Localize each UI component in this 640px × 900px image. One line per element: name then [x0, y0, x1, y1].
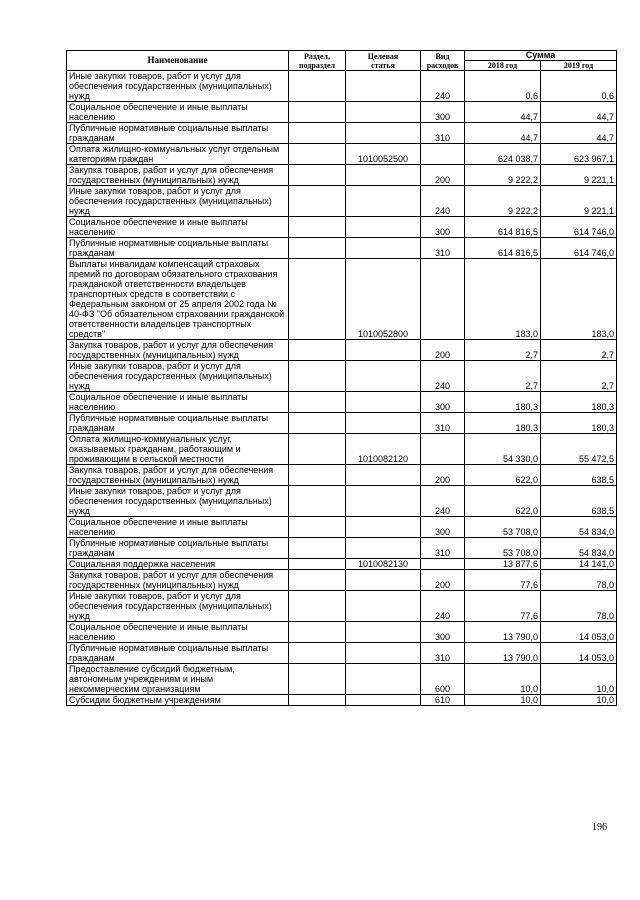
cell-sum-2019: 614 746,0 — [541, 238, 617, 259]
cell-sum-2019: 0,6 — [541, 71, 617, 102]
cell-name: Публичные нормативные социальные выплаты гражданам — [67, 123, 289, 144]
cell-target-article: 1010082120 — [346, 434, 421, 465]
cell-expense-type: 610 — [421, 695, 465, 706]
cell-expense-type: 200 — [421, 465, 465, 486]
cell-razdel — [289, 413, 346, 434]
table-row — [67, 664, 617, 695]
cell-sum-2018: 10,0 — [465, 664, 541, 695]
table-row — [67, 144, 617, 165]
cell-expense-type: 300 — [421, 517, 465, 538]
cell-sum-2019: 55 472,5 — [541, 434, 617, 465]
cell-sum-2019: 78,0 — [541, 570, 617, 591]
cell-name: Оплата жилищно-коммунальных услуг, оказываемых гражданам, работающим и проживающим в сельской местности — [67, 434, 289, 465]
cell-sum-2018: 624 038,7 — [465, 144, 541, 165]
cell-target-article — [346, 465, 421, 486]
table-header — [67, 51, 617, 71]
cell-expense-type: 200 — [421, 340, 465, 361]
cell-name: Предоставление субсидий бюджетным, автономным учреждениям и иным некоммерческим организациям — [67, 664, 289, 695]
cell-target-article: 1010052800 — [346, 259, 421, 340]
cell-target-article: 1010082130 — [346, 559, 421, 570]
cell-sum-2018: 614 816,5 — [465, 238, 541, 259]
cell-razdel — [289, 340, 346, 361]
cell-razdel — [289, 71, 346, 102]
header-sum: Сумма — [465, 51, 617, 61]
cell-razdel — [289, 486, 346, 517]
cell-target-article — [346, 538, 421, 559]
cell-razdel — [289, 643, 346, 664]
table-row — [67, 538, 617, 559]
cell-sum-2019: 180,3 — [541, 392, 617, 413]
cell-expense-type: 300 — [421, 392, 465, 413]
cell-name: Оплата жилищно-коммунальных услуг отдельным категориям граждан — [67, 144, 289, 165]
cell-expense-type: 300 — [421, 217, 465, 238]
cell-name: Социальное обеспечение и иные выплаты населению — [67, 622, 289, 643]
cell-expense-type: 240 — [421, 486, 465, 517]
cell-expense-type: 310 — [421, 238, 465, 259]
cell-target-article — [346, 622, 421, 643]
cell-expense-type — [421, 559, 465, 570]
cell-sum-2018: 13 790,0 — [465, 622, 541, 643]
cell-sum-2019: 638,5 — [541, 486, 617, 517]
cell-sum-2018: 53 708,0 — [465, 517, 541, 538]
header-name: Наименование — [67, 51, 289, 71]
cell-sum-2019: 44,7 — [541, 123, 617, 144]
table-row — [67, 392, 617, 413]
cell-expense-type: 240 — [421, 71, 465, 102]
header-cs-line1: Целевая — [367, 51, 399, 61]
cell-sum-2018: 180,3 — [465, 413, 541, 434]
cell-name: Закупка товаров, работ и услуг для обеспечения государственных (муниципальных) нужд — [67, 165, 289, 186]
header-year-2018: 2018 год — [465, 61, 541, 71]
header-vr-line2: расходов — [426, 60, 459, 70]
cell-name: Публичные нормативные социальные выплаты гражданам — [67, 643, 289, 664]
cell-razdel — [289, 144, 346, 165]
cell-sum-2018: 622,0 — [465, 486, 541, 517]
cell-razdel — [289, 165, 346, 186]
cell-name: Публичные нормативные социальные выплаты гражданам — [67, 413, 289, 434]
cell-razdel — [289, 664, 346, 695]
cell-target-article — [346, 392, 421, 413]
cell-name: Закупка товаров, работ и услуг для обеспечения государственных (муниципальных) нужд — [67, 570, 289, 591]
cell-expense-type — [421, 259, 465, 340]
cell-target-article — [346, 486, 421, 517]
cell-sum-2018: 53 708,0 — [465, 538, 541, 559]
cell-name: Закупка товаров, работ и услуг для обеспечения государственных (муниципальных) нужд — [67, 465, 289, 486]
cell-target-article — [346, 591, 421, 622]
cell-sum-2019: 2,7 — [541, 361, 617, 392]
cell-expense-type: 310 — [421, 413, 465, 434]
cell-target-article — [346, 643, 421, 664]
cell-razdel — [289, 123, 346, 144]
cell-sum-2019: 623 967,1 — [541, 144, 617, 165]
cell-razdel — [289, 465, 346, 486]
cell-sum-2019: 10,0 — [541, 664, 617, 695]
cell-razdel — [289, 186, 346, 217]
cell-target-article — [346, 340, 421, 361]
cell-sum-2018: 2,7 — [465, 340, 541, 361]
cell-razdel — [289, 538, 346, 559]
cell-target-article — [346, 217, 421, 238]
cell-sum-2018: 622,0 — [465, 465, 541, 486]
cell-target-article: 1010052500 — [346, 144, 421, 165]
header-razdel-line2: подраздел — [298, 60, 336, 70]
table-row — [67, 413, 617, 434]
cell-razdel — [289, 695, 346, 706]
cell-sum-2019: 9 221,1 — [541, 165, 617, 186]
cell-expense-type — [421, 434, 465, 465]
cell-expense-type: 310 — [421, 123, 465, 144]
cell-target-article — [346, 238, 421, 259]
cell-sum-2018: 13 790,0 — [465, 643, 541, 664]
cell-sum-2019: 2,7 — [541, 340, 617, 361]
table-body — [67, 71, 617, 706]
cell-sum-2018: 2,7 — [465, 361, 541, 392]
header-cs-line2: статья — [371, 60, 395, 70]
cell-target-article — [346, 361, 421, 392]
cell-target-article — [346, 664, 421, 695]
cell-name: Социальная поддержка населения — [67, 559, 289, 570]
cell-target-article — [346, 695, 421, 706]
cell-razdel — [289, 434, 346, 465]
cell-target-article — [346, 102, 421, 123]
cell-name: Выплаты инвалидам компенсаций страховых премий по договорам обязательного страхования гражданской ответственности владельцев транспортных средств в соответствии с Федеральным законом от 25 апреля 2002 года № 40-ФЗ "Об обязательном страховании гражданской ответственности владельцев транспортных средств" — [67, 259, 289, 340]
header-razdel-line1: Раздел, — [303, 51, 331, 61]
cell-name: Иные закупки товаров, работ и услуг для обеспечения государственных (муниципальных) нужд — [67, 186, 289, 217]
cell-sum-2019: 14 053,0 — [541, 643, 617, 664]
cell-sum-2019: 78,0 — [541, 591, 617, 622]
table-row — [67, 361, 617, 392]
cell-expense-type: 300 — [421, 622, 465, 643]
cell-razdel — [289, 570, 346, 591]
table-row — [67, 570, 617, 591]
cell-razdel — [289, 559, 346, 570]
cell-sum-2019: 54 834,0 — [541, 538, 617, 559]
cell-expense-type: 310 — [421, 643, 465, 664]
header-year-2019: 2019 год — [541, 61, 617, 71]
header-cs — [346, 51, 421, 71]
cell-sum-2019: 14 053,0 — [541, 622, 617, 643]
cell-name: Социальное обеспечение и иные выплаты населению — [67, 517, 289, 538]
header-vr — [421, 51, 465, 71]
table-row — [67, 643, 617, 664]
cell-target-article — [346, 71, 421, 102]
cell-razdel — [289, 622, 346, 643]
cell-sum-2018: 0,6 — [465, 71, 541, 102]
cell-target-article — [346, 165, 421, 186]
cell-name: Публичные нормативные социальные выплаты гражданам — [67, 538, 289, 559]
table-row — [67, 340, 617, 361]
cell-name: Социальное обеспечение и иные выплаты населению — [67, 102, 289, 123]
cell-expense-type — [421, 144, 465, 165]
cell-sum-2019: 183,0 — [541, 259, 617, 340]
table-row — [67, 434, 617, 465]
cell-razdel — [289, 591, 346, 622]
table-row — [67, 486, 617, 517]
table-row — [67, 559, 617, 570]
header-vr-line1: Вид — [435, 51, 450, 61]
cell-sum-2018: 614 816,5 — [465, 217, 541, 238]
cell-sum-2018: 44,7 — [465, 123, 541, 144]
cell-sum-2019: 10,0 — [541, 695, 617, 706]
cell-expense-type: 200 — [421, 165, 465, 186]
cell-sum-2018: 77,6 — [465, 570, 541, 591]
cell-name: Иные закупки товаров, работ и услуг для обеспечения государственных (муниципальных) нужд — [67, 71, 289, 102]
cell-name: Закупка товаров, работ и услуг для обеспечения государственных (муниципальных) нужд — [67, 340, 289, 361]
cell-name: Иные закупки товаров, работ и услуг для обеспечения государственных (муниципальных) нужд — [67, 361, 289, 392]
table-row — [67, 102, 617, 123]
cell-sum-2018: 54 330,0 — [465, 434, 541, 465]
cell-target-article — [346, 413, 421, 434]
cell-sum-2019: 638,5 — [541, 465, 617, 486]
cell-name: Иные закупки товаров, работ и услуг для обеспечения государственных (муниципальных) нужд — [67, 486, 289, 517]
table-row — [67, 465, 617, 486]
cell-sum-2018: 13 877,6 — [465, 559, 541, 570]
table-row — [67, 238, 617, 259]
cell-razdel — [289, 361, 346, 392]
table-row — [67, 165, 617, 186]
cell-name: Иные закупки товаров, работ и услуг для обеспечения государственных (муниципальных) нужд — [67, 591, 289, 622]
cell-razdel — [289, 259, 346, 340]
cell-expense-type: 200 — [421, 570, 465, 591]
cell-expense-type: 240 — [421, 591, 465, 622]
table-row — [67, 71, 617, 102]
cell-razdel — [289, 517, 346, 538]
cell-sum-2018: 183,0 — [465, 259, 541, 340]
cell-razdel — [289, 238, 346, 259]
page-number: 196 — [592, 822, 607, 833]
table-row — [67, 622, 617, 643]
cell-expense-type: 600 — [421, 664, 465, 695]
cell-sum-2019: 54 834,0 — [541, 517, 617, 538]
table-row — [67, 695, 617, 706]
cell-sum-2019: 614 746,0 — [541, 217, 617, 238]
cell-sum-2018: 44,7 — [465, 102, 541, 123]
cell-name: Субсидии бюджетным учреждениям — [67, 695, 289, 706]
cell-target-article — [346, 570, 421, 591]
cell-sum-2019: 180,3 — [541, 413, 617, 434]
cell-expense-type: 310 — [421, 538, 465, 559]
cell-expense-type: 300 — [421, 102, 465, 123]
cell-sum-2018: 9 222,2 — [465, 165, 541, 186]
table-row — [67, 123, 617, 144]
cell-sum-2018: 180,3 — [465, 392, 541, 413]
cell-sum-2018: 9 222,2 — [465, 186, 541, 217]
cell-sum-2019: 44,7 — [541, 102, 617, 123]
table-row — [67, 517, 617, 538]
table-row — [67, 217, 617, 238]
cell-sum-2018: 10,0 — [465, 695, 541, 706]
cell-target-article — [346, 517, 421, 538]
cell-razdel — [289, 392, 346, 413]
cell-expense-type: 240 — [421, 186, 465, 217]
cell-target-article — [346, 186, 421, 217]
header-razdel — [289, 51, 346, 71]
table-row — [67, 259, 617, 340]
table-row — [67, 591, 617, 622]
cell-name: Социальное обеспечение и иные выплаты населению — [67, 392, 289, 413]
cell-name: Публичные нормативные социальные выплаты гражданам — [67, 238, 289, 259]
cell-razdel — [289, 217, 346, 238]
cell-name: Социальное обеспечение и иные выплаты населению — [67, 217, 289, 238]
cell-expense-type: 240 — [421, 361, 465, 392]
cell-razdel — [289, 102, 346, 123]
cell-sum-2019: 9 221,1 — [541, 186, 617, 217]
cell-target-article — [346, 123, 421, 144]
cell-sum-2019: 14 141,0 — [541, 559, 617, 570]
table-row — [67, 186, 617, 217]
cell-sum-2018: 77,6 — [465, 591, 541, 622]
budget-table — [66, 50, 617, 706]
